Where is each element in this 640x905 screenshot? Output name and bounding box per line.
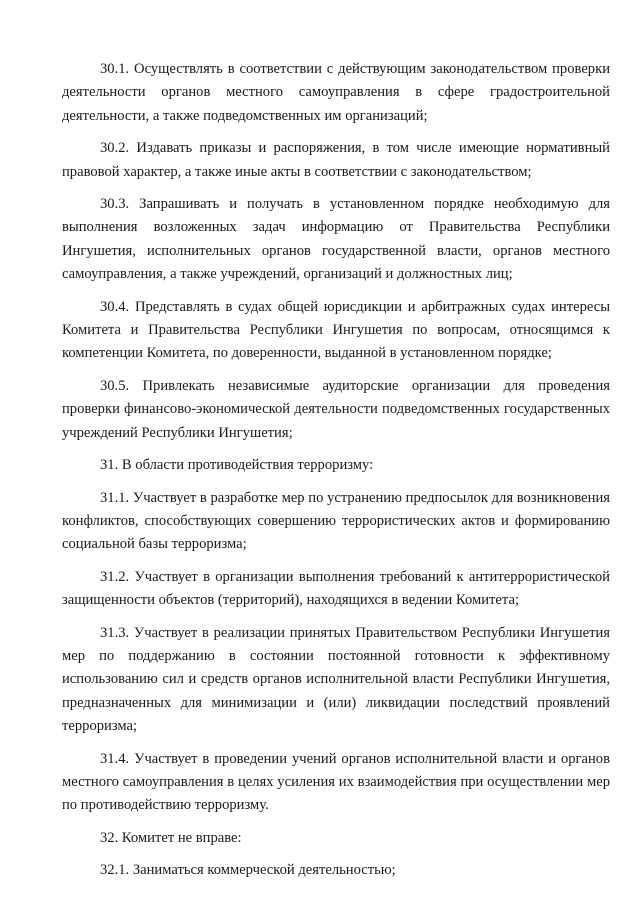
paragraph-30-4: 30.4. Представлять в судах общей юрисдикции и арбитражных судах интересы Комитета и Правительства Республики Ингушетия по вопросам, относящимся к компетенции Комитета, по доверенности, выданной в установленном порядке; [62, 298, 610, 362]
paragraph-31-1: 31.1. Участвует в разработке мер по устранению предпосылок для возникновения конфликтов, способствующих совершению террористических актов и формированию социальной базы терроризма; [62, 489, 610, 553]
paragraph-30-3: 30.3. Запрашивать и получать в установленном порядке необходимую для выполнения возложенных задач информацию от Правительства Республики Ингушетия, исполнительных органов государственной власти, органов местного самоуправления, а также учреждений, организаций и должностных лиц; [62, 196, 610, 283]
document-page [62, 58, 610, 892]
paragraph-30-1: 30.1. Осуществлять в соответствии с действующим законодательством проверки деятельности органов местного самоуправления в сфере градостроительной деятельности, а также подведомственных им организаций; [62, 61, 610, 124]
paragraph-31-2: 31.2. Участвует в организации выполнения требований к антитеррористической защищенности объектов (территорий), находящихся в ведении Комитета; [62, 568, 610, 609]
paragraph-30-2: 30.2. Издавать приказы и распоряжения, в том числе имеющие нормативный правовой характер, а также иные акты в соответствии с законодательством; [62, 140, 610, 180]
paragraph-30-5: 30.5. Привлекать независимые аудиторские организации для проведения проверки финансово-экономической деятельности подведомственных государственных учреждений Республики Ингушетия; [62, 377, 610, 441]
paragraph-32-1: 32.1. Заниматься коммерческой деятельностью; [100, 862, 396, 879]
paragraph-31-4: 31.4. Участвует в проведении учений органов исполнительной власти и органов местного самоуправления в целях усиления их взаимодействия при осуществлении мер по противодействию терроризму. [62, 750, 610, 814]
paragraph-32-heading: 32. Комитет не вправе: [100, 829, 242, 846]
paragraph-31-heading: 31. В области противодействия терроризму: [100, 457, 374, 474]
paragraph-31-3: 31.3. Участвует в реализации принятых Правительством Республики Ингушетия мер по поддержанию в состоянии постоянной готовности к эффективному использованию сил и средств органов исполнительной власти Республики Ингушетия, предназначенных для минимизации и (или) ликвидации последствий проявлений терроризма; [62, 624, 610, 735]
